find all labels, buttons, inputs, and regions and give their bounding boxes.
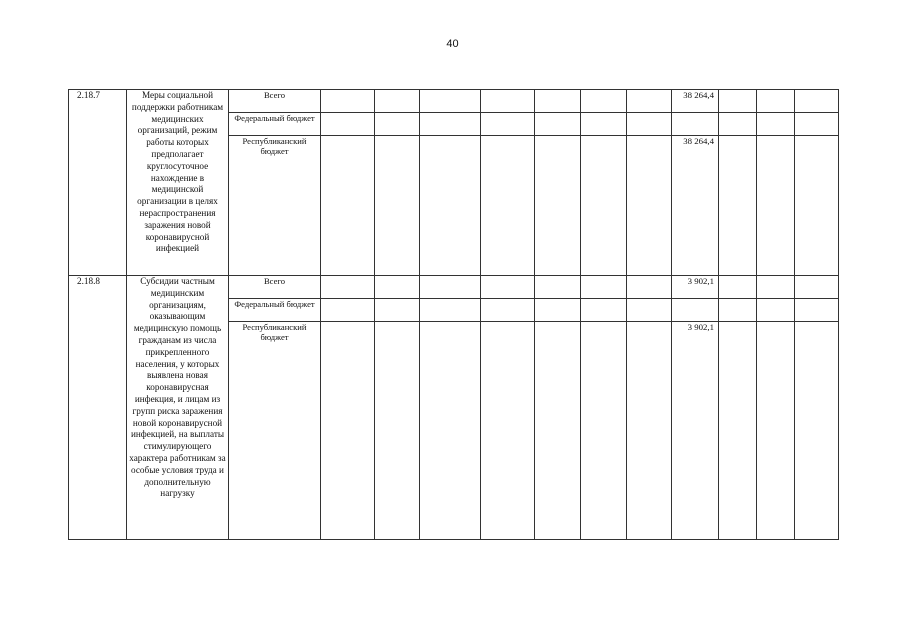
source-label: Федеральный бюджет: [229, 113, 321, 136]
source-label: Всего: [229, 90, 321, 113]
amount-cell: 3 902,1: [672, 276, 719, 299]
item-name: Субсидии частным медицинским организациям, оказывающим медицинскую помощь гражданам из числа прикрепленного населения, у которых выявлена новая коронавирусная инфекция, и лицам из групп риска заражения новой коронавирусной инфекцией, на выплаты стимулирующего характера работникам за особые условия труда и дополнительную нагрузку: [127, 276, 229, 540]
amount-cell: 3 902,1: [672, 322, 719, 540]
source-label: Федеральный бюджет: [229, 299, 321, 322]
item-number: 2.18.7: [69, 90, 127, 276]
amount-cell: [672, 299, 719, 322]
source-label: Республиканский бюджет: [229, 136, 321, 276]
amount-cell: 38 264,4: [672, 90, 719, 113]
table-row: [69, 90, 839, 113]
amount-cell: 38 264,4: [672, 136, 719, 276]
source-label: Всего: [229, 276, 321, 299]
page-number: 40: [446, 38, 459, 50]
amount-cell: [672, 113, 719, 136]
item-name: Меры социальной поддержки работникам медицинских организаций, режим работы которых предполагает круглосуточное нахождение в медицинской организации в целях нераспространения заражения новой коронавирусной инфекцией: [127, 90, 229, 276]
item-number: 2.18.8: [69, 276, 127, 540]
budget-table: [68, 89, 839, 540]
source-label: Республиканский бюджет: [229, 322, 321, 540]
table-row: [69, 276, 839, 299]
